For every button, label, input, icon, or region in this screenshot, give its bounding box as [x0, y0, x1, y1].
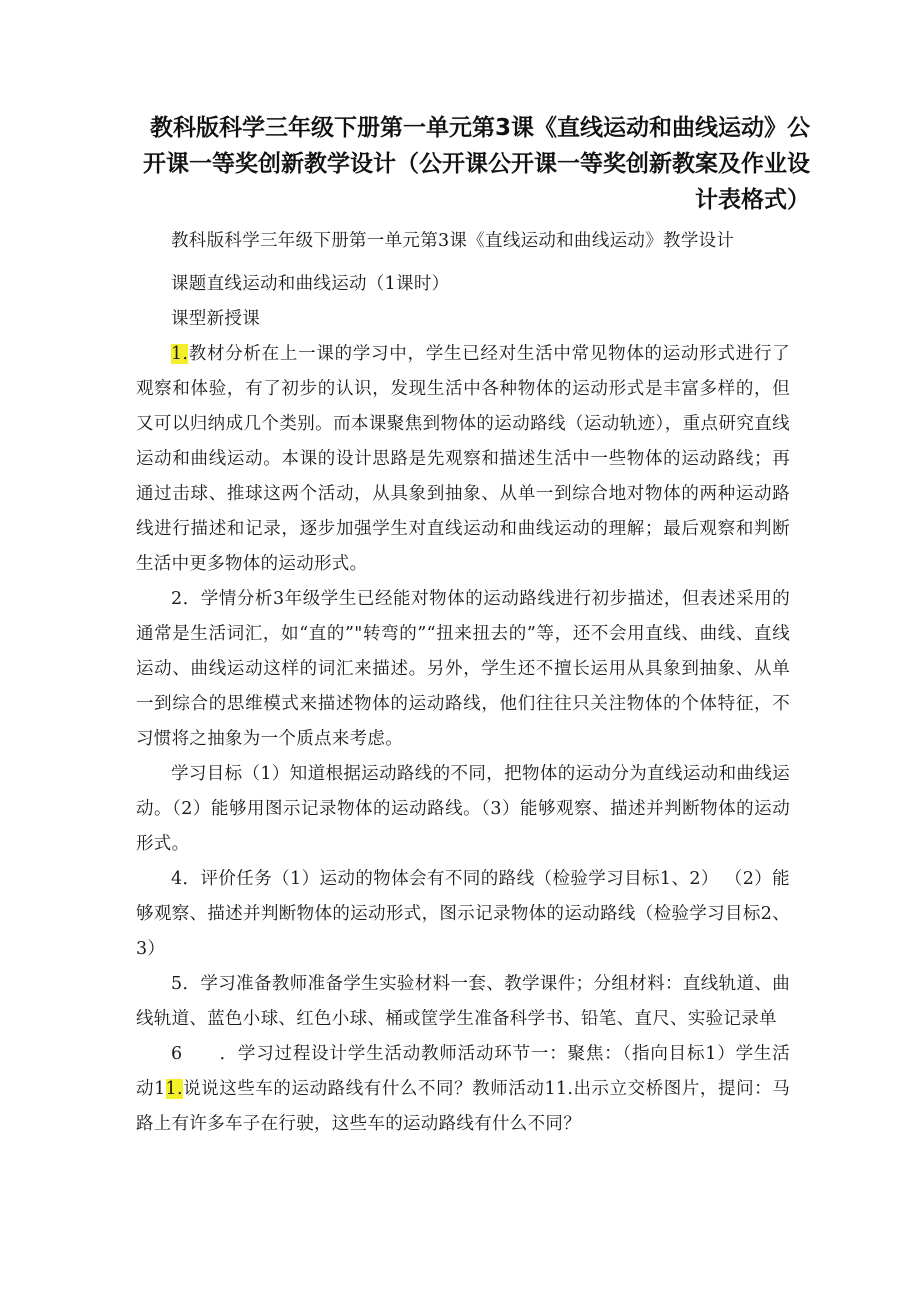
paragraph-evaluation-tasks: 4．评价任务（1）运动的物体会有不同的路线（检验学习目标1、2） （2）能够观察、描述并判断物体的运动形式，图示记录物体的运动路线（检验学习目标2、3） — [136, 869, 790, 959]
paragraph-text-after: 说说这些车的运动路线有什么不同？教师活动11.出示立交桥图片，提问：马路上有许多车子在行驶，这些车的运动路线有什么不同？ — [136, 1079, 791, 1134]
paragraph-text: 教材分析在上一课的学习中，学生已经对生活中常见物体的运动形式进行了观察和体验，有了初步的认识，发现生活中各种物体的运动形式是丰富多样的，但又可以归纳成几个类别。而本课聚焦到物体的运动路线（运动轨迹），重点研究直线运动和曲线运动。本课的设计思路是先观察和描述生活中一些物体的运动路线；再通过击球、推球这两个活动，从具象到抽象、从单一到综合地对物体的两种运动路线进行描述和记录，逐步加强学生对直线运动和曲线运动的理解；最后观察和判断生活中更多物体的运动形式。 — [136, 344, 790, 574]
paragraph-text-before: 6 ．学习过程设计学生活动教师活动环节一：聚焦：（指向目标1）学生活动1 — [136, 1044, 790, 1099]
paragraph-textbook-analysis — [136, 337, 790, 582]
paragraph-student-analysis: 2．学情分析3年级学生已经能对物体的运动路线进行初步描述，但表述采用的通常是生活词汇，如“直的”"转弯的”“扭来扭去的”等，还不会用直线、曲线、直线运动、曲线运动这样的词汇来描述。另外，学生还不擅长运用从具象到抽象、从单一到综合的思维模式来描述物体的运动路线，他们往往只关注物体的个体特征，不习惯将之抽象为一个质点来考虑。 — [136, 589, 790, 749]
highlighted-number: 1. — [165, 1079, 183, 1099]
paragraph-learning-preparation: 5．学习准备教师准备学生实验材料一套、教学课件；分组材料：直线轨道、曲线轨道、蓝色小球、红色小球、桶或筐学生准备科学书、铅笔、直尺、实验记录单 — [136, 974, 790, 1029]
highlighted-number: 1. — [171, 344, 189, 364]
document-body — [136, 224, 790, 1142]
paragraph-learning-goals: 学习目标（1）知道根据运动路线的不同，把物体的运动分为直线运动和曲线运动。（2）能够用图示记录物体的运动路线。（3）能够观察、描述并判断物体的运动形式。 — [136, 764, 790, 854]
paragraph-intro: 教科版科学三年级下册第一单元第3课《直线运动和曲线运动》教学设计 — [171, 231, 735, 251]
paragraph-learning-process — [136, 1037, 790, 1142]
document-title: 教科版科学三年级下册第一单元第3课《直线运动和曲线运动》公开课一等奖创新教学设计（公开课公开课一等奖创新教案及作业设计表格式） — [143, 115, 810, 213]
paragraph-type: 课型新授课 — [171, 309, 260, 329]
paragraph-topic: 课题直线运动和曲线运动（1课时） — [171, 274, 450, 294]
